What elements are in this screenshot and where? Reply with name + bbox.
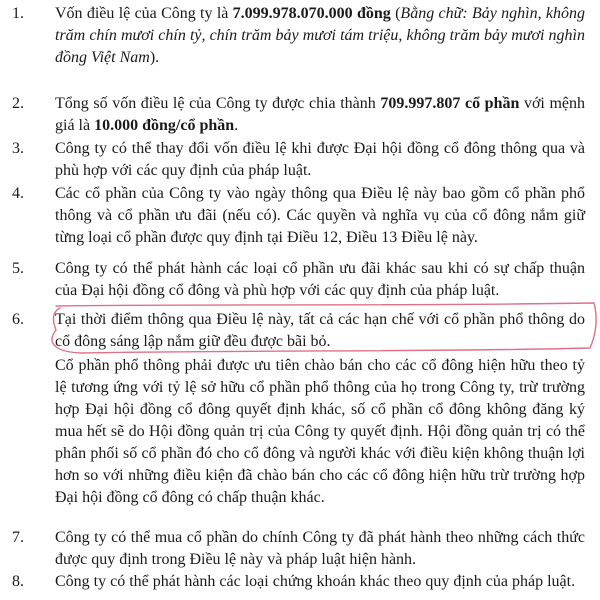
item-text (55, 571, 585, 593)
item-number: 7. (12, 529, 24, 546)
item-number: 6. (12, 311, 24, 328)
text-run: Công ty có thể phát hành các loại cổ phần ưu đãi khác sau khi có sự chấp thuận của Đại hội đồng cổ đông và phù hợp với các quy định của pháp luật. (55, 260, 585, 299)
text-run: với mệnh giá là (55, 95, 585, 134)
text-run: Tổng số vốn điều lệ của Công ty được chia thành (55, 95, 381, 112)
text-run-bold: 7.099.978.070.000 đồng (232, 5, 391, 22)
item-text (55, 309, 585, 353)
text-run: Vốn điều lệ của Công ty là (55, 5, 233, 22)
item-number: 4. (12, 185, 24, 202)
item-text (55, 93, 585, 137)
item-text (55, 527, 585, 571)
item-text (55, 183, 585, 249)
text-run: . (234, 117, 239, 134)
item-number: 1. (12, 5, 24, 22)
item-number: 3. (12, 140, 24, 157)
item-number: 5. (12, 260, 24, 277)
text-run: Các cổ phần của Công ty vào ngày thông qua Điều lệ này bao gồm cổ phần phổ thông và cổ phần ưu đãi (nếu có). Các quyền và nghĩa vụ của cổ đông nắm giữ từng loại cổ phần được quy định tại Điều 12, Điều 13 Điều lệ này. (55, 185, 585, 246)
text-run: Công ty có thể mua cổ phần do chính Công ty đã phát hành theo những cách thức được quy định trong Điều lệ này và pháp luật hiện hành. (55, 529, 585, 568)
item-text (55, 258, 585, 302)
item-text (55, 355, 585, 509)
text-run-italic: Bằng chữ: Bảy nghìn, không trăm chín mươi chín tỷ, chín trăm bảy mươi tám triệu, không trăm bảy mươi nghìn đồng Việt Nam (55, 5, 586, 66)
text-run: ). (149, 49, 160, 66)
item-text (55, 3, 585, 69)
item-number: 2. (12, 95, 24, 112)
text-run: Công ty có thể thay đổi vốn điều lệ khi được Đại hội đồng cổ đông thông qua và phù hợp với các quy định của pháp luật. (55, 140, 585, 179)
text-run: ( (390, 5, 401, 22)
text-run: Tại thời điểm thông qua Điều lệ này, tất cả các hạn chế với cổ phần phổ thông do cổ đông sáng lập nắm giữ đều được bãi bỏ. (55, 311, 585, 350)
text-run: Công ty có thể phát hành các loại chứng khoán khác theo quy định của pháp luật. (55, 573, 576, 590)
item-text (55, 138, 585, 182)
text-run-bold: 709.997.807 cổ phần (380, 95, 520, 112)
item-number: 8. (12, 573, 24, 590)
text-run: Cổ phần phổ thông phải được ưu tiên chào bán cho các cổ đông hiện hữu theo tỷ lệ tương ứng với tỷ lệ sở hữu cổ phần phổ thông của họ trong Công ty, trừ trường hợp Đại hội đồng cổ đông quyết định khác, số cổ phần cổ đông không đăng ký mua hết sẽ do Hội đồng quản trị của Công ty quyết định. Hội đồng quản trị có thể phân phối số cổ phần đó cho cổ đông và người khác với điều kiện không thuận lợi hơn so với những điều kiện đã chào bán cho các cổ đông hiện hữu trừ trường hợp Đại hội đồng cổ đông có chấp thuận khác. (55, 357, 585, 506)
text-run-bold: 10.000 đồng/cổ phần (94, 117, 235, 134)
